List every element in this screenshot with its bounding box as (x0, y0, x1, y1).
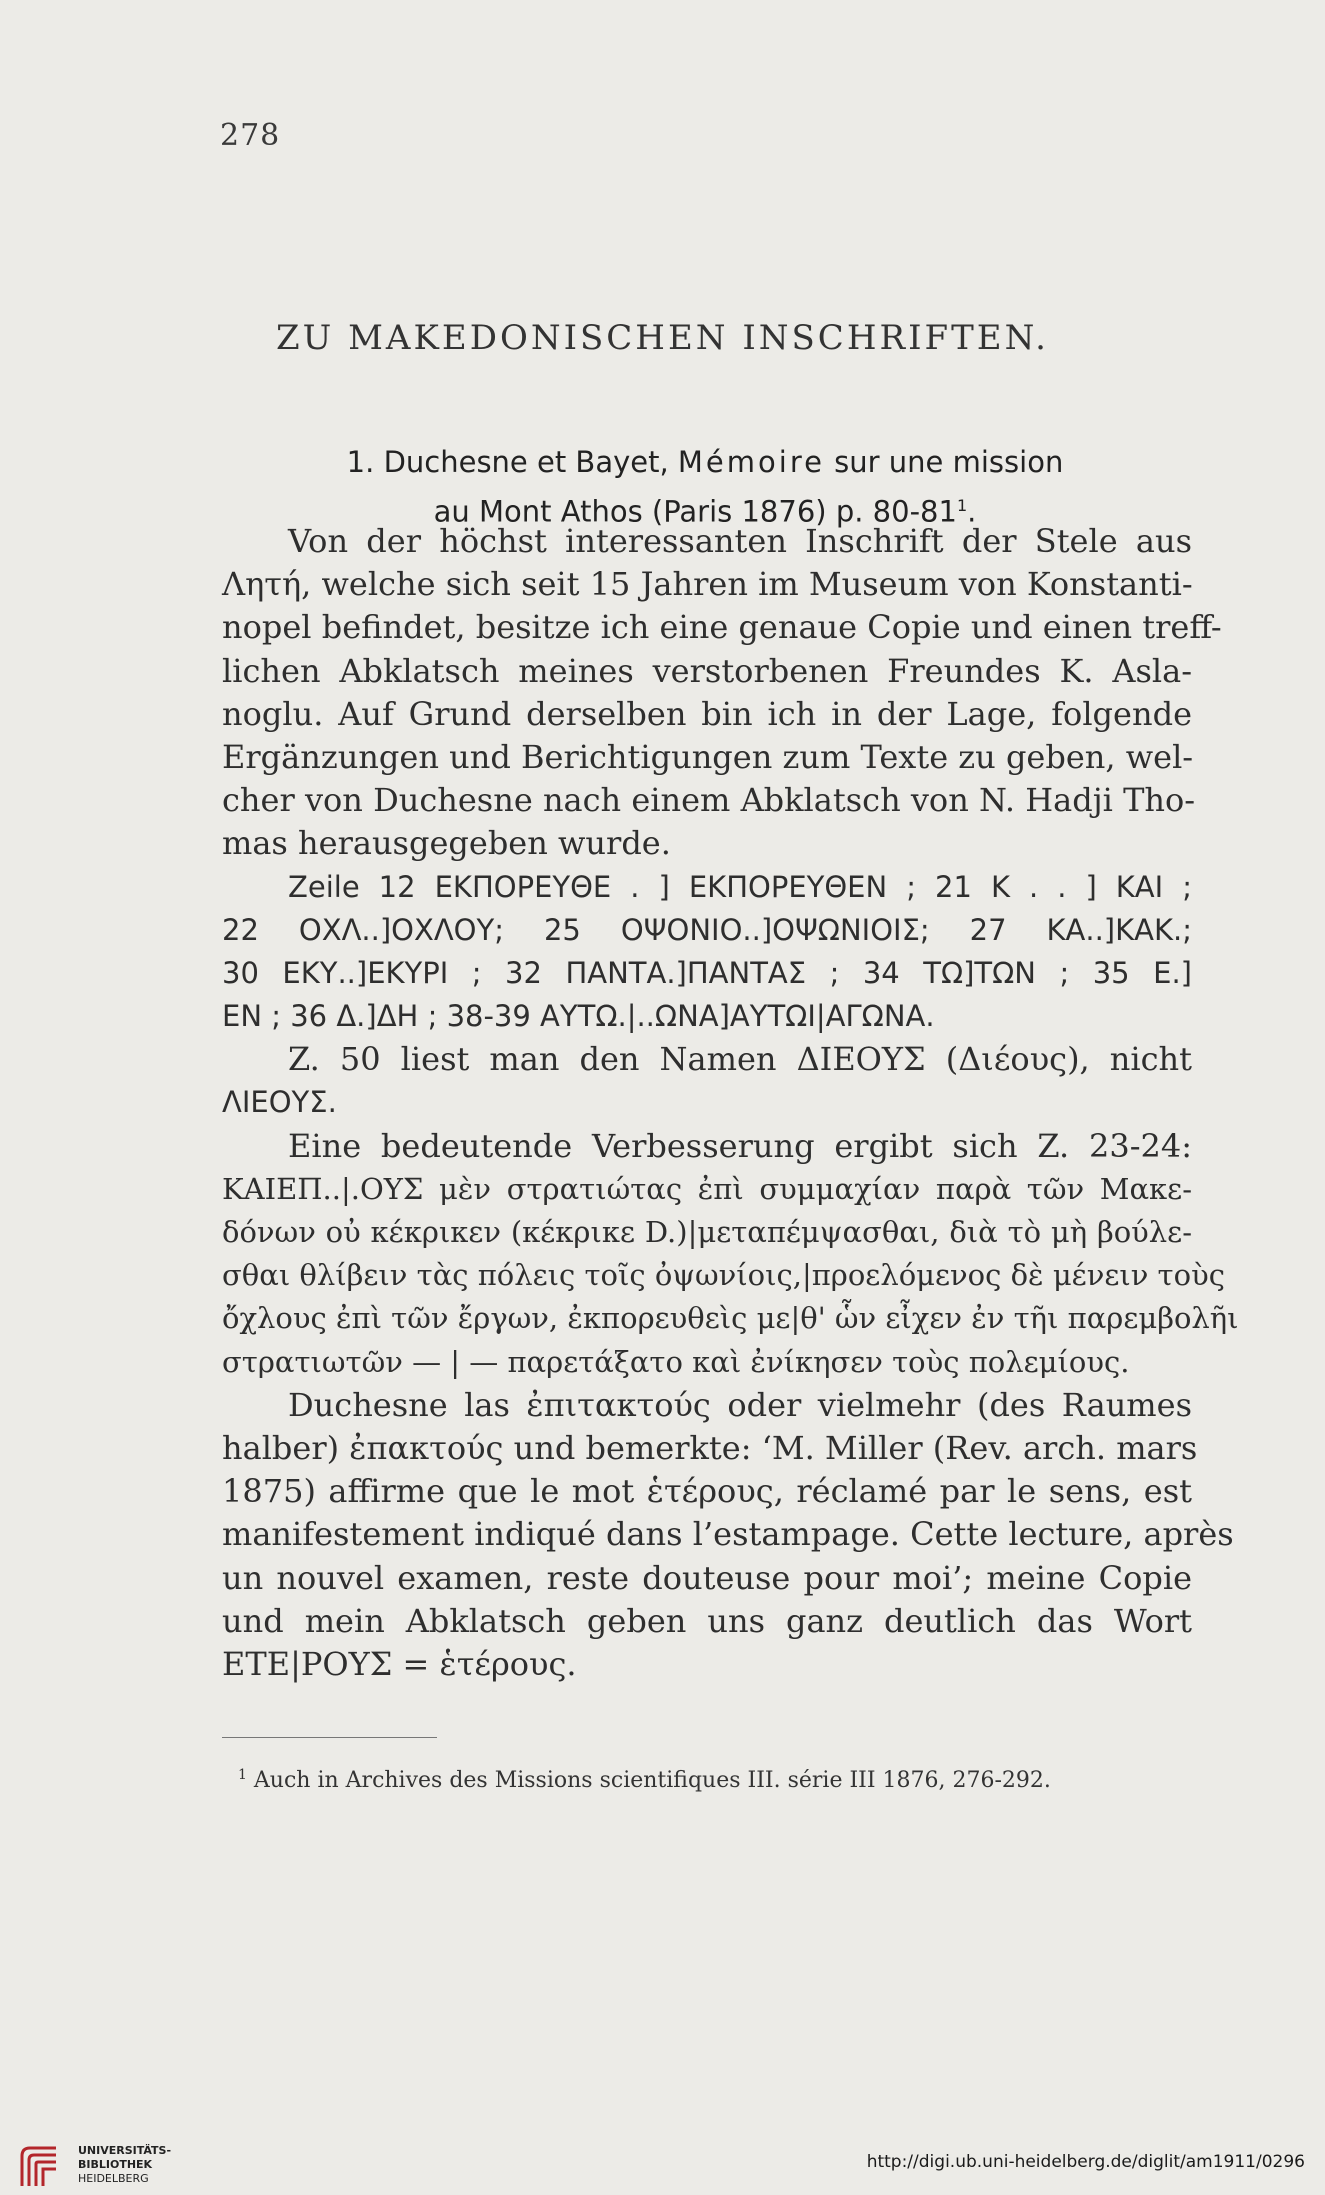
text-line: Zeile 12 ΕΚΠΟΡΕΥΘΕ . ] ΕΚΠΟΡΕΥΘΕΝ ; 21 Κ . . ] ΚΑΙ ; (288, 869, 1192, 904)
text-line: ὄχλους ἐπὶ τῶν ἔργων, ἐκπορευθεὶς με|θ' ὧν εἶχεν ἐν τῆι παρεμβολῆι (222, 1301, 1239, 1336)
text-line: ΕΤΕ|ΡΟΥΣ = ἑτέρους. (222, 1644, 577, 1683)
footnote-reference[interactable]: 1 (956, 496, 968, 515)
text-line: mas herausgegeben wurde. (222, 824, 671, 863)
text-line: ΛΙΕΟΥΣ. (222, 1085, 337, 1120)
footnote (238, 1760, 1198, 1796)
text-line: Duchesne las ἐπιτακτούς oder vielmehr (des Raumes (288, 1385, 1192, 1424)
section-authors: Duchesne et Bayet, (383, 445, 669, 479)
text-line: lichen Abklatsch meines verstorbenen Freundes K. Asla- (222, 651, 1192, 690)
text-line: στρατιωτῶν — | — παρετάξατο καὶ ἐνίκησεν τοὺς πολεμίους. (222, 1344, 1130, 1379)
text-line: un nouvel examen, reste douteuse pour moi’; meine Copie (222, 1558, 1192, 1597)
section-citation-end: . (967, 494, 977, 529)
text-line: 1875) affirme que le mot ἑτέρους, réclamé par le sens, est (222, 1472, 1192, 1511)
page-number: 278 (220, 118, 281, 153)
text-line: Eine bedeutende Verbesserung ergibt sich Z. 23-24: (288, 1126, 1192, 1165)
text-line: ΚΑΙΕΠ..|.ΟΥΣ μὲν στρατιώτας ἐπὶ συμμαχίαν παρὰ τῶν Μακε- (222, 1171, 1192, 1206)
text-line: Von der höchst interessanten Inschrift der Stele aus (288, 522, 1192, 560)
page-title: ZU MAKEDONISCHEN INSCHRIFTEN. (276, 318, 1049, 358)
section-heading-line-1 (220, 440, 1190, 484)
text-line: 30 ΕΚΥ..]ΕΚΥΡΙ ; 32 ΠΑΝΤΑ.]ΠΑΝΤΑΣ ; 34 ΤΩ]ΤΩΝ ; 35 Ε.] (222, 955, 1192, 990)
section-work-title-rest: sur une mission (834, 445, 1064, 479)
text-line: manifestement indiqué dans l’estampage. Cette lecture, après (222, 1515, 1234, 1554)
text-line: cher von Duchesne nach einem Abklatsch von N. Hadji Tho- (222, 781, 1196, 820)
text-line: Λητή, welche sich seit 15 Jahren im Museum von Konstanti- (222, 565, 1193, 604)
text-line: σθαι θλίβειν τὰς πόλεις τοῖς ὀψωνίοις,|προελόμενος δὲ μένειν τοὺς (222, 1258, 1225, 1293)
library-logo-icon (16, 2142, 64, 2190)
digitization-footer (0, 2130, 1325, 2190)
body-text (222, 520, 1239, 1686)
text-line: Ergänzungen und Berichtigungen zum Texte zu geben, wel- (222, 737, 1194, 776)
library-name (78, 2144, 171, 2186)
section-citation: au Mont Athos (Paris 1876) p. 80-81 (433, 494, 957, 529)
library-name-line: BIBLIOTHEK (78, 2158, 153, 2171)
section-number: 1. (346, 445, 375, 479)
footnote-divider (222, 1737, 437, 1738)
text-line: δόνων οὐ κέκρικεν (κέκρικε D.)|μεταπέμψασθαι, διὰ τὸ μὴ βούλε- (222, 1215, 1192, 1249)
text-line: noglu. Auf Grund derselben bin ich in der Lage, folgende (222, 694, 1192, 733)
library-name-line: UNIVERSITÄTS- (78, 2144, 172, 2157)
section-work-title: Mémoire (677, 445, 825, 479)
text-line: ΕΝ ; 36 Δ.]ΔΗ ; 38-39 ΑΥΤΩ.|..ΩΝΑ]ΑΥΤΩΙ|ΑΓΩΝΑ. (222, 999, 935, 1034)
text-line: 22 ΟΧΛ..]ΟΧΛΟΥ; 25 ΟΨΟΝΙΟ..]ΟΨΩΝΙΟΙΣ; 27 ΚΑ..]ΚΑΚ.; (222, 912, 1192, 947)
text-line: nopel befindet, besitze ich eine genaue Copie und einen treff- (222, 608, 1222, 647)
permalink-url[interactable]: http://digi.ub.uni-heidelberg.de/diglit/am1911/0296 (866, 2152, 1305, 2172)
text-line: und mein Abklatsch geben uns ganz deutlich das Wort (222, 1601, 1192, 1640)
footnote-text: Auch in Archives des Missions scientifiques III. série III 1876, 276-292. (253, 1768, 1051, 1793)
text-line: Z. 50 liest man den Namen ΔΙΕΟΥΣ (Διέους), nicht (288, 1040, 1192, 1079)
library-name-line: HEIDELBERG (78, 2172, 149, 2185)
footnote-marker: 1 (238, 1767, 247, 1783)
text-line: halber) ἐπακτούς und bemerkte: ‘M. Miller (Rev. arch. mars (222, 1428, 1198, 1467)
